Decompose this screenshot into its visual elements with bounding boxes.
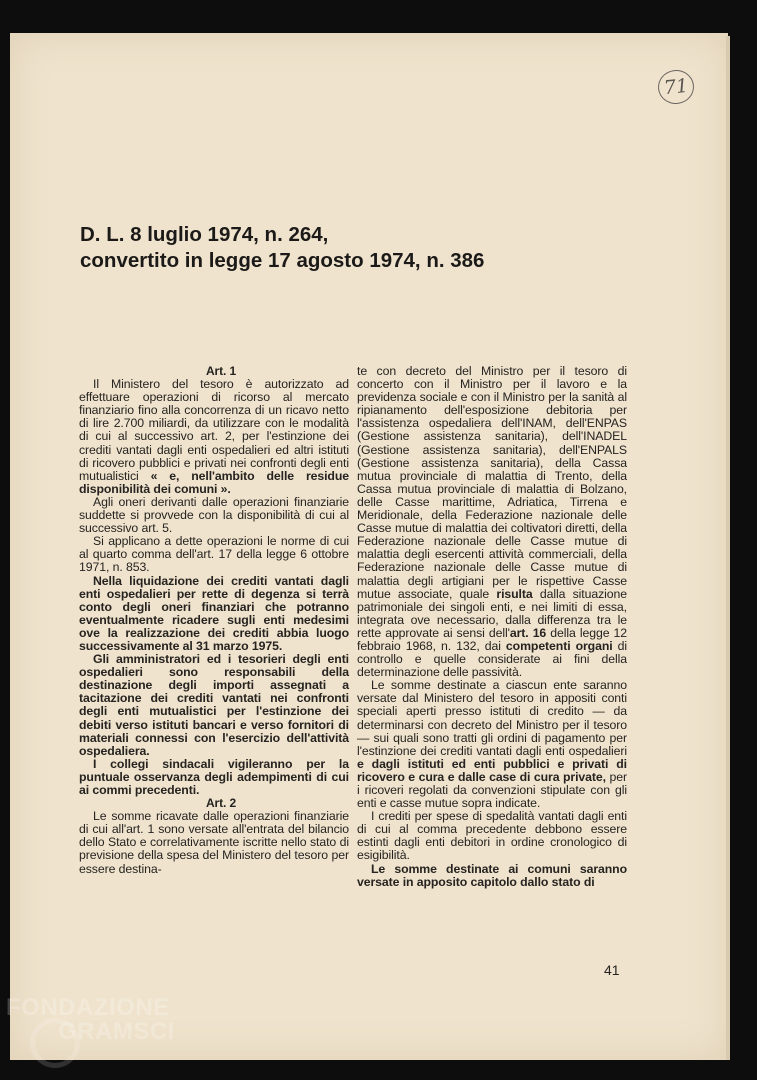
paragraph: Si applicano a dette operazioni le norme di cui al quarto comma dell'art. 17 della legge 6 ottobre 1971, n. 853. [79,534,349,575]
watermark [6,996,175,1044]
document-title [80,222,580,274]
paragraph-text: per i ricoveri regolati da convenzioni stipulate con gli enti e casse mutue sopra indicate. [357,769,627,811]
paragraph-bold-text: e dagli istituti ed enti pubblici e privati di ricovero e cura e dalle case di cura private, [357,756,627,784]
right-column [357,365,627,889]
paragraph-bold-text: competenti organi [505,638,613,653]
paragraph-bold: Nella liquidazione dei crediti vantati dagli enti ospedalieri per rette di degenza si terrà conto degli oneri finanziari che potranno eventualmente ricadere sugli enti medesimi ove la realizzazione dei crediti abbia luogo successivamente al 31 marzo 1975. [79,573,349,653]
paragraph [79,378,349,496]
paragraph-bold: I collegi sindacali vigileranno per la puntuale osservanza degli adempimenti di cui ai commi precedenti. [79,756,349,797]
paragraph-text: di controllo e quelle considerate ai fini della determinazione delle passività. [357,638,627,680]
page-number: 41 [604,962,620,978]
page-edge [726,36,730,1060]
paragraph-bold: Gli amministratori ed i tesorieri degli enti ospedalieri sono responsabili della destinazione degli importi assegnati a tacitazione dei crediti vantati nei confronti degli enti mutualistici per l'estinzione dei debiti verso istituti bancari e verso fornitori di materiali connessi con l'esercizio dell'attività ospedaliera. [79,652,349,758]
paragraph: I crediti per spese di spedalità vantati dagli enti di cui al comma precedente debbono essere estinti dagli enti debitori in ordine cronologico di esigibilità. [357,809,627,863]
watermark-line-2: GRAMSCI [58,1018,175,1045]
paragraph-bold-text: art. 16 [509,625,547,640]
paragraph-text: te con decreto del Ministro per il tesoro di concerto con il Ministro per il lavoro e la previdenza sociale e con il Ministro per la sanità al ripianamento dell'esposizione debitoria per l'assistenza ospedaliera dell'INAM, dell'ENPAS (Gestione assistenza sanitaria), dell'INADEL (Gestione assistenza sanitaria), dell'ENPALS (Gestione assistenza sanitaria), della Cassa mutua provinciale di malattia di Trento, della Cassa mutua provinciale di malattia di Bolzano, delle Casse marittime, Adriatica, Tirrena e Meridionale, della Federazione nazionale delle Casse mutue di malattia dei coltivatori diretti, della Federazione nazionale delle Casse mutue di malattia degli esercenti attività commerciali, della Federazione nazionale delle Casse mutue di malattia degli artigiani per le rispettive Casse mutue associate, quale [357,364,627,601]
paragraph-bold: Le somme destinate ai comuni saranno versate in apposito capitolo dallo stato di [357,861,627,889]
paragraph: Agli oneri derivanti dalle operazioni finanziarie suddette si provvede con la disponibilità di cui al successivo art. 5. [79,494,349,536]
paragraph-text: della legge 12 febbraio 1968, n. 132, dai [357,625,628,653]
paragraph-bold-text: « e, nell'ambito delle residue disponibilità dei comuni ». [79,468,349,496]
title-line-2: convertito in legge 17 agosto 1974, n. 386 [80,249,485,272]
left-column [79,365,349,876]
paragraph [357,679,627,810]
paragraph-bold-text: risulta [496,586,533,601]
stamp-number: 71 [662,74,690,100]
paragraph-text: Le somme destinate a ciascun ente saranno versate dal Ministero del tesoro in appositi conti speciali aperti presso istituti di credito — da determinarsi con decreto del Ministro per il tesoro — sui quali sono tratti gli ordini di pagamento per l'estinzione dei crediti vantati dagli enti ospedalieri [357,678,627,758]
paragraph-text: Il Ministero del tesoro è autorizzato ad effettuare operazioni di ricorso al mercato finanziario fino alla concorrenza di un ricavo netto di lire 2.700 miliardi, da utilizzare con le modalità di cui al successivo art. 2, per l'estinzione dei crediti vantati dagli enti ospedalieri ed altri istituti di ricovero pubblici e privati nei confronti degli enti mutualistici [79,377,349,483]
title-line-1: D. L. 8 luglio 1974, n. 264, [80,223,329,246]
watermark-line-1: FONDAZIONE [6,994,170,1021]
article-1-heading: Art. 1 [205,364,237,378]
paragraph-text: dalla situazione patrimoniale dei singoli enti, e nei limiti di essa, integrata ove necessario, dalla differenza tra le rette approvate ai sensi dell' [357,586,627,640]
paragraph [357,365,627,679]
article-2-heading: Art. 2 [205,796,237,811]
paragraph: Le somme ricavate dalle operazioni finanziarie di cui all'art. 1 sono versate all'entrata del bilancio dello Stato e correlativamente iscritte nello stato di previsione della spesa del Ministero del tesoro per essere destina- [79,809,349,876]
